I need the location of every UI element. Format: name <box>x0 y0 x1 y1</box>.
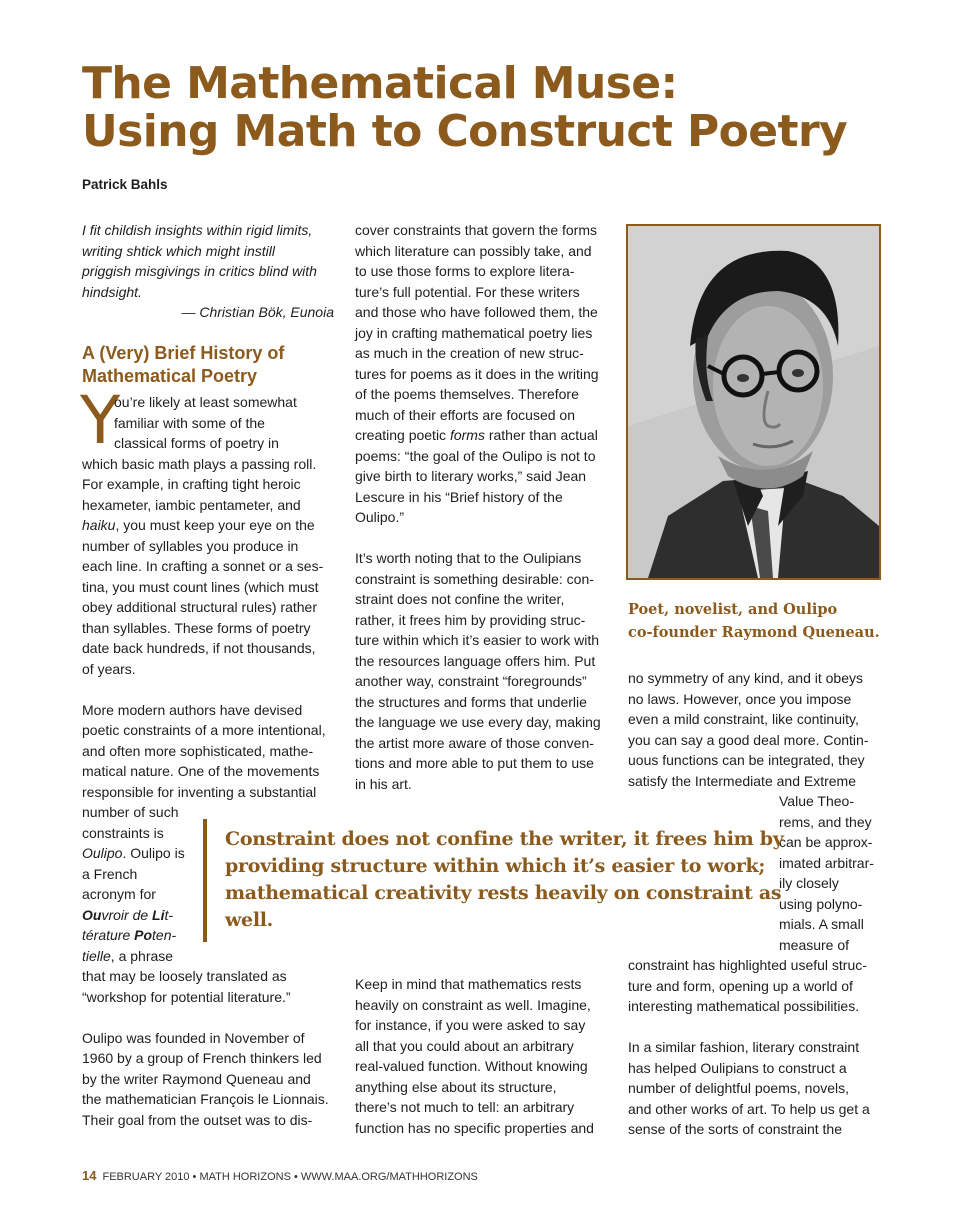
body-line: ture and form, opening up a world of <box>628 977 853 994</box>
body-text: , a phrase <box>110 947 174 964</box>
body-line: and those who have followed them, the <box>355 304 598 320</box>
body-line: no symmetry of any kind, and it obeys <box>628 670 863 686</box>
forms-italic: forms <box>449 427 485 443</box>
body-line: anything else about its structure, <box>355 1078 557 1095</box>
haiku-italic: haiku <box>82 517 116 533</box>
body-line: number of syllables you produce in <box>82 537 299 554</box>
body-line: you can say a good deal more. Contin- <box>628 731 869 748</box>
body-line: constraint has highlighted useful struc- <box>628 957 867 973</box>
pull-quote-line: well. <box>225 909 273 931</box>
body-line: rather, it frees him by providing struc- <box>355 611 586 628</box>
body-line: responsible for inventing a substantial <box>82 783 317 800</box>
column-1 <box>82 392 342 1130</box>
body-line: More modern authors have devised <box>82 701 303 718</box>
body-line: in his art. <box>355 775 412 792</box>
body-line: Oulipo.” <box>355 509 405 525</box>
body-line: which basic math plays a passing roll. <box>82 455 317 472</box>
body-line: measure of <box>779 936 850 953</box>
epigraph-line: I fit childish insights within rigid limits, <box>82 222 313 238</box>
acronym-text: ten- <box>152 927 177 943</box>
body-line: function has no specific properties and <box>355 1119 594 1136</box>
body-line: there’s not much to tell: an arbitrary <box>355 1099 575 1115</box>
body-line: Lescure in his “Brief history of the <box>355 488 563 505</box>
body-line: cover constraints that govern the forms <box>355 222 597 238</box>
body-line: the language we use every day, making <box>355 714 601 730</box>
body-line: ture within which it’s easier to work with <box>355 632 600 648</box>
body-line: than syllables. These forms of poetry <box>82 619 311 636</box>
body-line: date back hundreds, if not thousands, <box>82 640 316 656</box>
body-line: tures for poems as it does in the writing <box>355 365 599 382</box>
acronym-letters: Ou <box>82 906 102 923</box>
body-line: familiar with some of the <box>114 414 265 431</box>
body-line: number of such <box>82 804 179 820</box>
section-heading <box>82 342 337 388</box>
author-byline: Patrick Bahls <box>82 177 168 192</box>
queneau-portrait-photo <box>626 224 881 580</box>
body-line: Value Theo- <box>779 793 854 809</box>
body-line: mials. A small <box>779 916 864 932</box>
body-line: each line. In crafting a sonnet or a ses- <box>82 558 324 574</box>
drop-cap: Y <box>80 382 121 459</box>
body-line: Keep in mind that mathematics rests <box>355 976 582 992</box>
body-line: In a similar fashion, literary constraint <box>628 1039 860 1055</box>
body-line: poetic constraints of a more intentional, <box>82 722 326 738</box>
article-title <box>82 60 882 156</box>
body-line: another way, constraint “foregrounds” <box>355 673 587 689</box>
body-line: can be approx- <box>779 834 873 850</box>
body-line <box>82 515 342 536</box>
column-2-upper <box>355 220 615 794</box>
body-text: , you must keep your eye on the <box>115 517 315 533</box>
body-line: all that you could about an arbitrary <box>355 1037 574 1054</box>
body-line: ture’s full potential. For these writers <box>355 283 580 300</box>
body-line: tina, you must count lines (which must <box>82 578 319 595</box>
caption-line-2: co-founder Raymond Queneau. <box>628 624 880 641</box>
body-line: number of delightful poems, novels, <box>628 1080 850 1096</box>
body-line: of the poems themselves. Therefore <box>355 386 579 402</box>
body-line: which literature can possibly take, and <box>355 242 592 259</box>
oulipo-italic: Oulipo <box>82 845 123 861</box>
acronym-letters: Li <box>152 906 165 923</box>
title-line-2: Using Math to Construct Poetry <box>82 106 848 157</box>
title-line-1: The Mathematical Muse: <box>82 58 678 109</box>
body-line: classical forms of poetry in <box>114 435 279 451</box>
body-line: real-valued function. Without knowing <box>355 1058 588 1074</box>
body-line: and often more sophisticated, mathe- <box>82 742 314 759</box>
body-line: imated arbitrar- <box>779 854 874 871</box>
body-line: even a mild constraint, like continuity, <box>628 711 859 727</box>
acronym-text: térature <box>82 927 135 943</box>
body-line: for instance, if you were asked to say <box>355 1017 586 1033</box>
body-line: rems, and they <box>779 813 872 830</box>
body-line: “workshop for potential literature.” <box>82 988 291 1005</box>
epigraph <box>82 220 334 323</box>
body-line: much of their efforts are focused on <box>355 406 575 423</box>
body-line: give birth to literary works,” said Jean <box>355 468 587 484</box>
body-line: 1960 by a group of French thinkers led <box>82 1050 322 1066</box>
body-text: creating poetic <box>355 427 450 443</box>
body-line: uous functions can be integrated, they <box>628 752 865 768</box>
body-text: . Oulipo is <box>122 845 185 861</box>
pull-quote <box>225 826 785 934</box>
acronym-letters: Po <box>134 927 153 943</box>
body-line: poems: “the goal of the Oulipo is not to <box>355 447 596 464</box>
body-line: Oulipo was founded in November of <box>82 1029 305 1046</box>
body-line: using polyno- <box>779 895 863 912</box>
body-line: acronym for <box>82 886 156 902</box>
epigraph-line: hindsight. <box>82 283 142 300</box>
body-line: interesting mathematical possibilities. <box>628 998 860 1014</box>
footer-text: FEBRUARY 2010 • MATH HORIZONS • WWW.MAA.ORG/MATHHORIZONS <box>102 1171 478 1183</box>
body-text: rather than actual <box>484 427 598 443</box>
acronym-text: tielle <box>82 947 111 964</box>
body-line: to use those forms to explore litera- <box>355 263 575 279</box>
body-line: no laws. However, once you impose <box>628 690 852 707</box>
body-line: by the writer Raymond Queneau and <box>82 1070 311 1087</box>
acronym-text: vroir de <box>101 906 153 923</box>
body-line: of years. <box>82 660 136 677</box>
column-2-lower <box>355 974 615 1138</box>
section-heading-line-2: Mathematical Poetry <box>82 366 258 386</box>
body-line: Their goal from the outset was to dis- <box>82 1111 313 1128</box>
body-line: ily closely <box>779 875 839 891</box>
body-line: a French <box>82 865 138 882</box>
body-line: that may be loosely translated as <box>82 968 287 984</box>
page-number: 14 <box>82 1168 97 1183</box>
body-line <box>355 425 615 446</box>
body-line: joy in crafting mathematical poetry lies <box>355 324 593 341</box>
acronym-text: t- <box>164 906 174 923</box>
caption-line-1: Poet, novelist, and Oulipo <box>628 601 838 618</box>
body-line: has helped Oulipians to construct a <box>628 1059 847 1076</box>
pull-quote-line: Constraint does not confine the writer, it frees him by <box>225 828 784 850</box>
body-line: hexameter, iambic pentameter, and <box>82 496 301 513</box>
pull-quote-bar <box>203 819 207 942</box>
body-line: the mathematician François le Lionnais. <box>82 1091 329 1107</box>
body-line: satisfy the Intermediate and Extreme <box>628 772 856 789</box>
epigraph-attribution: — Christian Bök, Eunoia <box>181 304 334 320</box>
body-line: ou’re likely at least somewhat <box>114 394 297 410</box>
body-line <box>82 946 342 967</box>
body-line: constraints is <box>82 824 164 841</box>
body-line: the artist more aware of those conven- <box>355 734 594 751</box>
page-footer <box>82 1168 478 1183</box>
epigraph-line: priggish misgivings in critics blind with <box>82 263 317 279</box>
photo-caption <box>628 598 888 644</box>
body-line: For example, in crafting tight heroic <box>82 476 301 492</box>
body-line: constraint is something desirable: con- <box>355 570 594 587</box>
body-line: straint does not confine the writer, <box>355 591 565 607</box>
epigraph-line: writing shtick which might instill <box>82 242 275 259</box>
body-line: heavily on constraint as well. Imagine, <box>355 996 591 1013</box>
pull-quote-line: providing structure within which it’s easier to work; <box>225 855 766 877</box>
body-line: obey additional structural rules) rather <box>82 599 318 615</box>
section-heading-line-1: A (Very) Brief History of <box>82 343 285 363</box>
body-line: tions and more able to put them to use <box>355 755 594 771</box>
portrait-illustration <box>628 226 879 578</box>
body-line: It’s worth noting that to the Oulipians <box>355 550 582 566</box>
body-line: the structures and forms that underlie <box>355 693 587 710</box>
body-line: as much in the creation of new struc- <box>355 345 584 361</box>
body-line: the resources language offers him. Put <box>355 652 596 669</box>
body-line: and other works of art. To help us get a <box>628 1100 870 1117</box>
body-line: sense of the sorts of constraint the <box>628 1121 843 1137</box>
body-line: matical nature. One of the movements <box>82 763 320 779</box>
pull-quote-line: mathematical creativity rests heavily on constraint as <box>225 882 782 904</box>
